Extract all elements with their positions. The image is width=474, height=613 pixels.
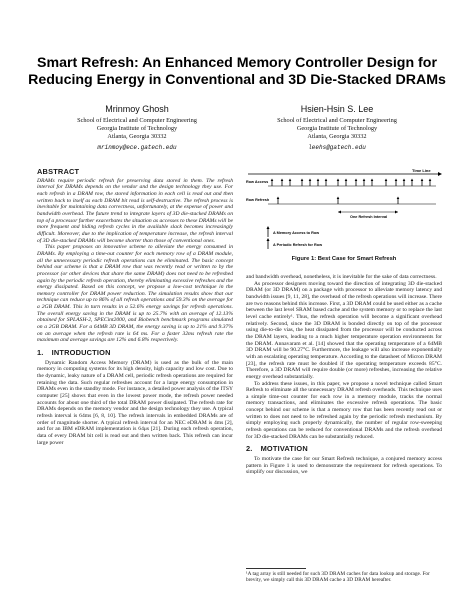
interval-label: One Refresh Interval [350, 215, 388, 219]
right-column [246, 274, 442, 476]
author-city: Atlanta, Georgia 30332 [107, 133, 167, 140]
section-title: MOTIVATION [260, 444, 308, 454]
abstract-paragraph: DRAMs require periodic refresh for preserving data stored in them. The refresh interval for DRAMs depends on the vendor and the design technology they use. For each refresh in a DRAM row, the stored information in each cell is read out and then written back to itself as each DRAM bit read is self-destructive. The refresh process is inevitable for maintaining data correctness, unfortunately, at the expense of power and bandwidth overhead. The future trend to integrate layers of 3D die-stacked DRAMs on top of a processor further exacerbates the situation as accesses to these DRAMs will be more frequent and hiding refresh cycles in the available slack becomes increasingly difficult. Moreover, due to the implication of temperature increase, the refresh interval of 3D die-stacked DRAMs will become shorter than those of conventional ones. [37, 177, 233, 244]
access-mark-arrow-icon [325, 179, 328, 182]
author-block-1 [42, 103, 232, 152]
author-block-2 [242, 103, 432, 152]
refresh-mark-arrow-icon [337, 197, 340, 200]
access-marks [271, 179, 432, 187]
abstract-heading: ABSTRACT [37, 167, 80, 176]
access-mark-arrow-icon [345, 179, 348, 182]
author-city: Atlanta, Georgia 30332 [307, 133, 367, 140]
figure-caption: Figure 1: Best Case for Smart Refresh [291, 256, 397, 262]
body-paragraph: To address these issues, in this paper, we propose a novel technique called Smart Refresh to eliminate all the unnecessary DRAM refresh overheads. This technique uses a simple time-out counter for each row in a memory module, tracks the normal memory transactions, and eliminates the excessive refresh operations. The basic concept behind our scheme is that a memory row that has been recently read out or written to does not need to be refreshed again by the periodic refresh mechanism. By simply employing such properly dynamically, the number of regular row-sweeping refresh operations can be reduced for conventional DRAMs and the refresh overhead for 3D die-stacked DRAMs can be substantially reduced. [246, 380, 442, 440]
refresh-marks [277, 197, 400, 205]
introduction-paragraph: Dynamic Random Access Memory (DRAM) is used as the bulk of the main memory in computing systems for its high density, high capacity and low cost. Due to the dynamic, leaky nature of a DRAM cell, periodic refresh operations are required for retaining the data. Such regular refreshes account for a large energy consumption in DRAMs even in the standby mode. For instance, a detailed power analysis of the ITSY computer [25] shows that even in the lowest power mode, the refresh power needed accounts for about one third of the total DRAM power dissipated. The refresh rate for DRAMs depends on the memory vendor and the design technology they use. A typical refresh interval is 64ms [6, 8, 10]. The refresh intervals in embedded DRAMs are of order of magnitude shorter. A typical refresh interval for an NEC eDRAM is 4ms [2], and for an IBM eDRAM implementation is 64μs [21]. During each refresh operation, data of every DRAM bit cell is read out and then written back. This refresh can incur large power [37, 359, 233, 446]
paper-title: Smart Refresh: An Enhanced Memory Controller Design for Reducing Energy in Conventional and 3D Die-Stacked DRAMs [28, 55, 446, 88]
refresh-mark-arrow-icon [397, 197, 400, 200]
row-refresh-label: Row Refresh [246, 198, 270, 202]
body-paragraph: and bandwidth overhead, nonetheless, it is inevitable for the sake of data correctness. [246, 274, 437, 280]
section-number: 1. [37, 348, 44, 358]
figure-1-diagram [246, 168, 442, 254]
author-institution: Georgia Institute of Technology [296, 125, 378, 132]
access-mark-arrow-icon [281, 179, 284, 182]
timeline-label: Time Line [412, 168, 431, 173]
access-mark-arrow-icon [301, 179, 304, 182]
access-mark-arrow-icon [429, 179, 432, 182]
section-heading-motivation [246, 446, 442, 453]
section-title: INTRODUCTION [51, 348, 111, 358]
access-mark-arrow-icon [395, 179, 398, 182]
interval-left-arrow-icon [338, 211, 341, 214]
abstract-paragraph: This paper proposes an innovative scheme to alleviate the energy consumed in DRAMs. By employing a time-out counter for each memory row of a DRAM module, all the unnecessary periodic refresh operations can be eliminated. The basic concept behind our scheme is that a DRAM row that was recently read or written to by the processor (or other devices that share the same DRAM) does not need to be refreshed again by the periodic refresh operation, thereby eliminating excessive refreshes and the energy dissipated. Based on this concept, we propose a low-cost technique in the memory controller for DRAM power reduction. The simulation results show that our technique can reduce up to 86% of all refresh operations and 59.3% on the average for a 2GB DRAM. This in turn results in a 52.6% energy savings for refresh operations. The overall energy saving in the DRAM is up to 25.7% with an average of 12.13% obtained for SPLASH-2, SPECint2000, and Biobench benchmark programs simulated on a 2GB DRAM. For a 64MB 3D DRAM, the energy saving is up to 21% and 9.37% on an average when the refresh rate is 64 ms. For a faster 32ms refresh rate the maximum and average savings are 12% and 6.8% respectively. [37, 244, 233, 344]
row-access-label: Row Access [246, 180, 269, 184]
section-heading-introduction [37, 350, 233, 357]
interval-right-arrow-icon [395, 211, 398, 214]
footnote [246, 568, 442, 583]
access-mark-arrow-icon [403, 179, 406, 182]
author-email[interactable]: mrinmoy@ece.gatech.edu [97, 144, 177, 151]
author-email[interactable]: leehs@gatech.edu [308, 144, 366, 151]
author-institution: Georgia Institute of Technology [96, 125, 178, 132]
legend-refresh-label: A Periodic Refresh for Row [273, 243, 323, 247]
refresh-mark-arrow-icon [277, 197, 280, 200]
access-mark-arrow-icon [363, 179, 366, 182]
author-name: Mrinmoy Ghosh [105, 104, 169, 114]
author-dept: School of Electrical and Computer Engineering [77, 117, 197, 124]
legend-access-label: A Memory Access to Row [273, 231, 320, 235]
footnote-text: ¹A tag array is still needed for such 3D DRAM caches for data lookup and storage. For brevity, we simply call this 3D DRAM cache a 3D DRAM hereafter. [246, 571, 430, 584]
legend-refresh-arrow-icon [267, 238, 270, 241]
left-column [37, 169, 233, 446]
legend-access-arrow-icon [267, 226, 270, 229]
access-mark-arrow-icon [309, 179, 312, 182]
footnote-rule [246, 568, 306, 569]
access-mark-arrow-icon [421, 179, 424, 182]
author-name: Hsien-Hsin S. Lee [300, 104, 374, 114]
access-mark-arrow-icon [385, 179, 388, 182]
motivation-paragraph: To motivate the case for our Smart Refresh technique, a conjured memory access pattern in Figure 1 is used to demonstrate the requirement for refresh operations. To simplify our discussion, we [246, 456, 442, 476]
timeline-arrow-icon [438, 172, 442, 176]
abstract-body [37, 178, 233, 344]
access-mark-arrow-icon [355, 179, 358, 182]
access-mark-arrow-icon [411, 179, 414, 182]
figure-1 [246, 168, 442, 254]
access-mark-arrow-icon [289, 179, 292, 182]
body-paragraph: As processor designers moving toward the direction of integrating 3D die-stacked DRAM (or 3D DRAM) on a package with processor to alleviate memory latency and bandwidth issues [9, 11, 28], the overhead of the refresh operations will increase. There are two reasons behind this increase. First, a 3D DRAM could be used either as a cache between the last level SRAM based cache and the system memory or to replace the last level cache entirely¹. Thus, the refresh operation will become a significant overhead relatively. Second, since the 3D DRAM is bonded directly on top of the processor using die-to-die vias, the heat dissipated from the processor will be conducted across the DRAM layers, leading to a much higher temperature operation environments for the DRAM. Annavaram et al. [14] showed that the operating temperature of a 64MB 3D DRAM will be 90.27°C. Furthermore, the leakage will also increase exponentially with an escalating operating temperature. According to the datasheet of Micron DRAM [23], the refresh rate must be doubled if the operating temperature exceeds 85°C. Therefore, a 3D DRAM will require double (or more) refreshes, increasing the relative energy overhead substantially. [246, 280, 442, 380]
access-mark-arrow-icon [317, 179, 320, 182]
access-mark-arrow-icon [337, 179, 340, 182]
author-dept: School of Electrical and Computer Engineering [277, 117, 397, 124]
access-mark-arrow-icon [371, 179, 374, 182]
section-number: 2. [246, 444, 253, 454]
access-mark-arrow-icon [271, 179, 274, 182]
